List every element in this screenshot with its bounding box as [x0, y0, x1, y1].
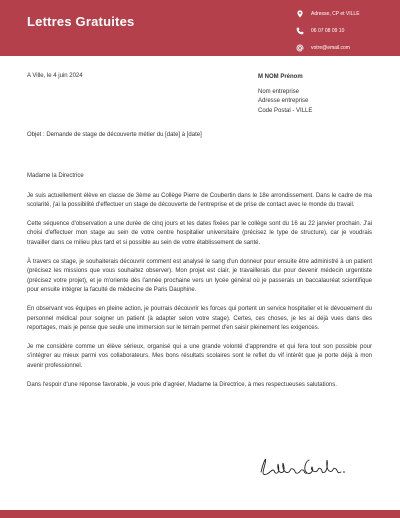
- contact-email-text: votre@email.com: [311, 45, 350, 51]
- phone-icon: [296, 27, 304, 35]
- recipient-block: [258, 73, 312, 116]
- contact-phone-text: 06 07 08 09 10: [311, 28, 345, 34]
- contact-address-text: Adresse, CP et VILLE: [311, 11, 360, 17]
- letter-body: [27, 172, 372, 399]
- recipient-name: M NOM Prénom: [258, 74, 303, 80]
- handwritten-signature: [255, 452, 350, 480]
- recipient-address: Adresse entreprise: [258, 98, 309, 105]
- letter-date: A Ville, le 4 juin 2024: [27, 73, 83, 79]
- contact-email: [296, 40, 360, 56]
- letter-paragraph: Cette séquence d'observation a une durée de cinq jours et les dates fixées par le collège sont du 16 au 22 janvier prochain. J'ai choisi d'effectuer mon stage au sein de votre centre hospitalier universitaire (précisez le type de structure), car je voudrais travailler dans ce milieu plus tard et si possible au sein de votre établissement de santé.: [27, 220, 372, 246]
- contact-phone: [296, 23, 360, 39]
- letter-paragraph: En observant vos équipes en pleine action, je pourrais découvrir les forces qui portent un service hospitalier et le dévouement du personnel médical pour soigner un patient (à adapter selon votre stage). Certes, ces choses, je les ai déjà vues dans des reportages, mais je pense que seule une immersion sur le terrain permet d'en saisir pleinement les exigences.: [27, 305, 372, 332]
- recipient-company: Nom entreprise: [258, 88, 300, 95]
- contact-address: [296, 6, 360, 22]
- letter-paragraph: À travers ce stage, je souhaiterais découvrir comment est analysé le sang d'un donneur pour ensuite être administré à un patient (précisez les missions que vous souhaitez observer). Mon projet est clair, je travaillerais dur pour devenir médecin urgentiste (précisez votre projet), et je m'oriente dès l'année prochaine vers un lycée général où je passerais un baccalauréat scientifique pour ensuite intégrer la faculté de médecine de Paris Dauphine.: [27, 258, 372, 294]
- contact-block: [296, 6, 360, 57]
- at-icon: [296, 44, 304, 52]
- letter-paragraph: Je me considère comme un élève sérieux, organisé qui a une grande volonté d'apprendre et qui fera tout son possible pour s'intégrer au mieux parmi vos collaborateurs. Mes bons résultats scolaires sont le reflet du vif intérêt que je porte déjà à mon avenir professionnel.: [27, 343, 372, 369]
- header-bar: [0, 0, 400, 56]
- letter-greeting: Madame la Directrice: [27, 173, 84, 179]
- location-pin-icon: [296, 10, 304, 18]
- letter-paragraph: Je suis actuellement élève en classe de 3ème au Collège Pierre de Coubertin dans le 18e arrondissement. Dans le cadre de ma scolarité, j'ai la possibilité d'effectuer un stage de découverte de l'entreprise et de prise de contact avec le monde du travail.: [27, 192, 372, 209]
- letter-subject: Objet : Demande de stage de découverte métier du [date] à [date]: [27, 132, 202, 138]
- recipient-city: Code Postal - VILLE: [258, 107, 313, 114]
- brand-title: Lettres Gratuites: [27, 14, 135, 29]
- letter-paragraph: Dans l'espoir d'une réponse favorable, je vous prie d'agréer, Madame la Directrice, à mes respectueuses salutations.: [27, 381, 337, 388]
- footer-bar: [0, 510, 400, 518]
